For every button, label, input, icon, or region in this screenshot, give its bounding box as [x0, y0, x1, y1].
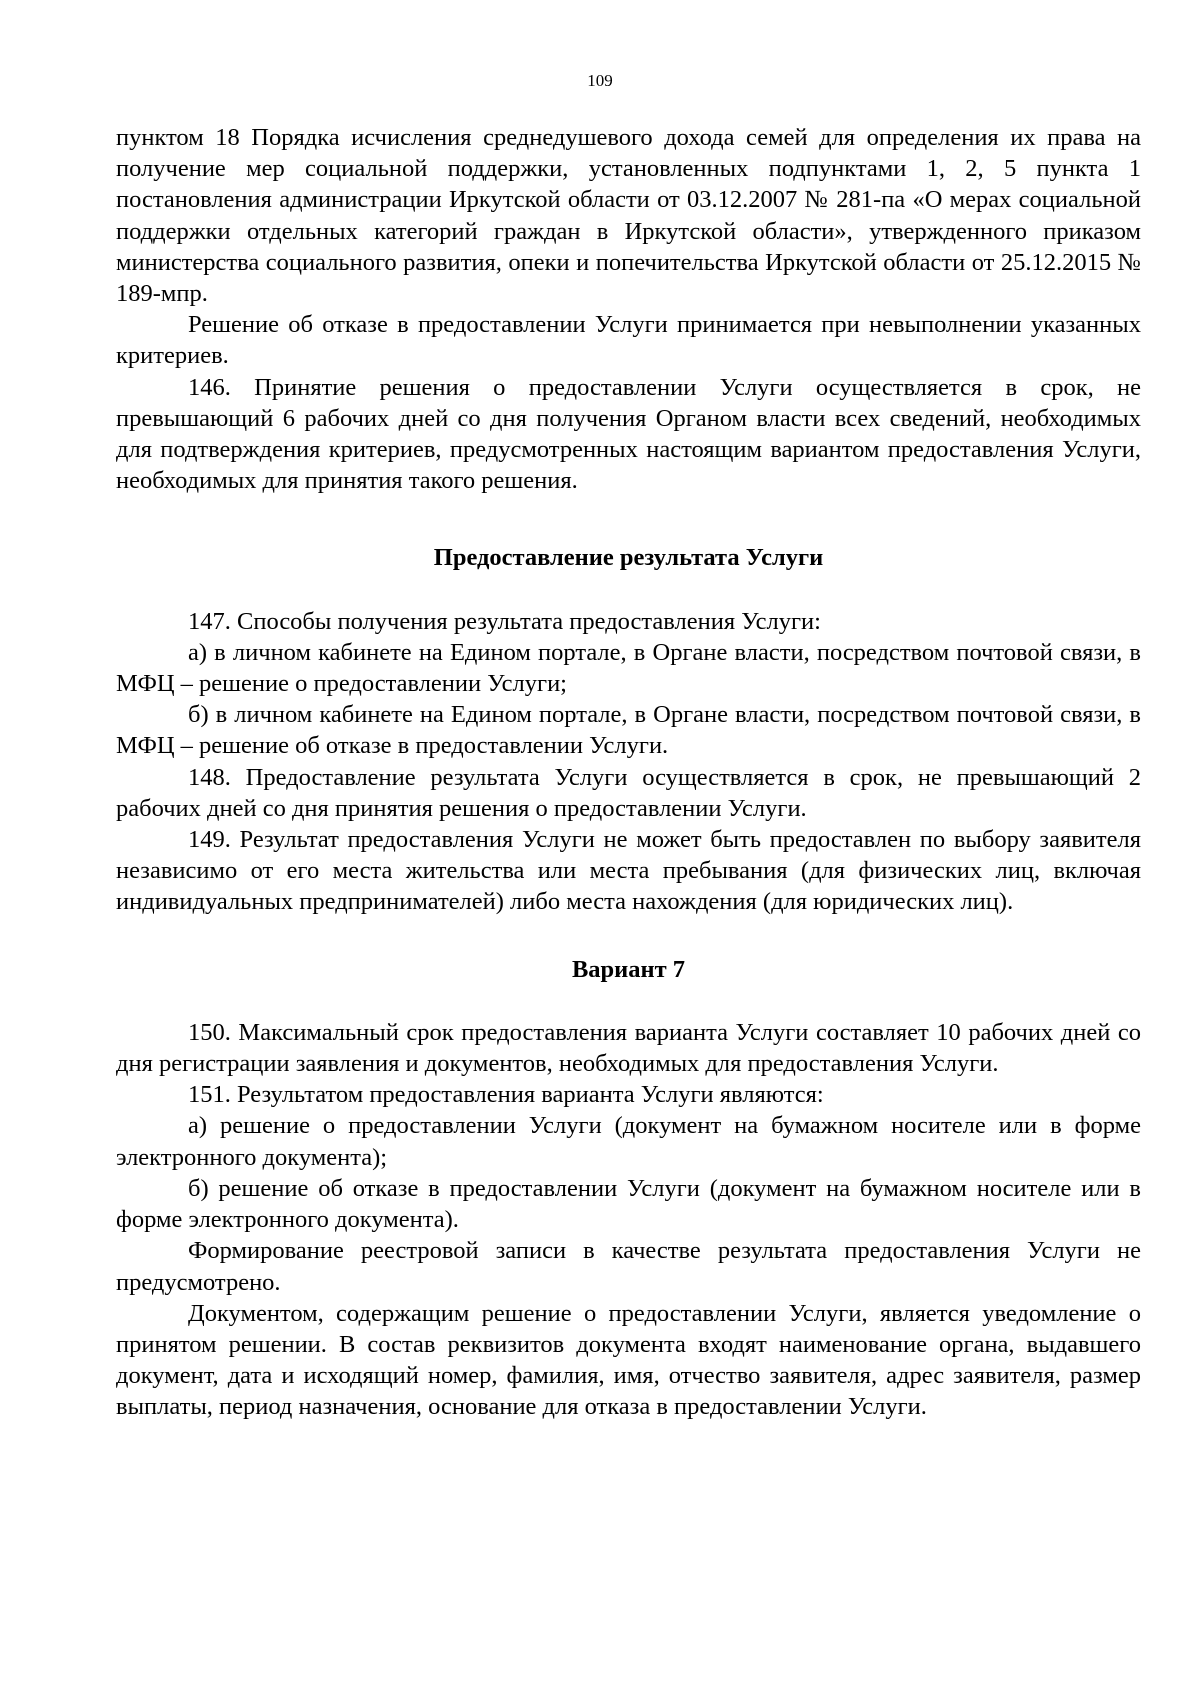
paragraph-continuation: пунктом 18 Порядка исчисления среднедушевого дохода семей для определения их права на получение мер социальной поддержки, установленных подпунктами 1, 2, 5 пункта 1 постановления администрации Иркутской области от 03.12.2007 № 281-па «О мерах социальной поддержки отдельных категорий граждан в Иркутской области», утвержденного приказом министерства социального развития, опеки и попечительства Иркутской области от 25.12.2015 № 189-мпр. [116, 124, 1141, 308]
paragraph-148: 148. Предоставление результата Услуги осуществляется в срок, не превышающий 2 рабочих дней со дня принятия решения о предоставлении Услуги. [116, 763, 1141, 822]
paragraph-147-a: а) в личном кабинете на Едином портале, в Органе власти, посредством почтовой связи, в МФЦ – решение о предоставлении Услуги; [116, 638, 1141, 698]
paragraph-refusal-decision: Решение об отказе в предоставлении Услуги принимается при невыполнении указанных критериев. [116, 311, 1141, 370]
paragraph-151-a: а) решение о предоставлении Услуги (документ на бумажном носителе или в форме электронного документа); [116, 1112, 1141, 1171]
paragraph-decision-document: Документом, содержащим решение о предоставлении Услуги, является уведомление о принятом решении. В состав реквизитов документа входят наименование органа, выдавшего документ, дата и исходящий номер, фамилия, имя, отчество заявителя, адрес заявителя, размер выплаты, период назначения, основание для отказа в предоставлении Услуги. [116, 1299, 1141, 1421]
document-body [116, 122, 1141, 1423]
paragraph-registry-record: Формирование реестровой записи в качестве результата предоставления Услуги не предусмотрено. [116, 1237, 1141, 1296]
paragraph-147-b: б) в личном кабинете на Едином портале, в Органе власти, посредством почтовой связи, в МФЦ – решение об отказе в предоставлении Услуги. [116, 701, 1141, 760]
paragraph-147: 147. Способы получения результата предоставления Услуги: [188, 607, 821, 635]
page-number: 109 [587, 71, 613, 90]
paragraph-150: 150. Максимальный срок предоставления варианта Услуги составляет 10 рабочих дней со дня регистрации заявления и документов, необходимых для предоставления Услуги. [116, 1018, 1141, 1078]
section-heading-result: Предоставление результата Услуги [433, 544, 824, 572]
paragraph-146: 146. Принятие решения о предоставлении Услуги осуществляется в срок, не превышающий 6 рабочих дней со дня получения Органом власти всех сведений, необходимых для подтверждения критериев, предусмотренных настоящим вариантом предоставления Услуги, необходимых для принятия такого решения. [116, 373, 1141, 495]
section-heading-variant-7: Вариант 7 [571, 955, 686, 983]
paragraph-149: 149. Результат предоставления Услуги не может быть предоставлен по выбору заявителя независимо от его места жительства или места пребывания (для физических лиц, включая индивидуальных предпринимателей) либо места нахождения (для юридических лиц). [116, 826, 1141, 916]
paragraph-151: 151. Результатом предоставления варианта Услуги являются: [188, 1081, 824, 1109]
paragraph-151-b: б) решение об отказе в предоставлении Услуги (документ на бумажном носителе или в форме электронного документа). [116, 1174, 1141, 1234]
